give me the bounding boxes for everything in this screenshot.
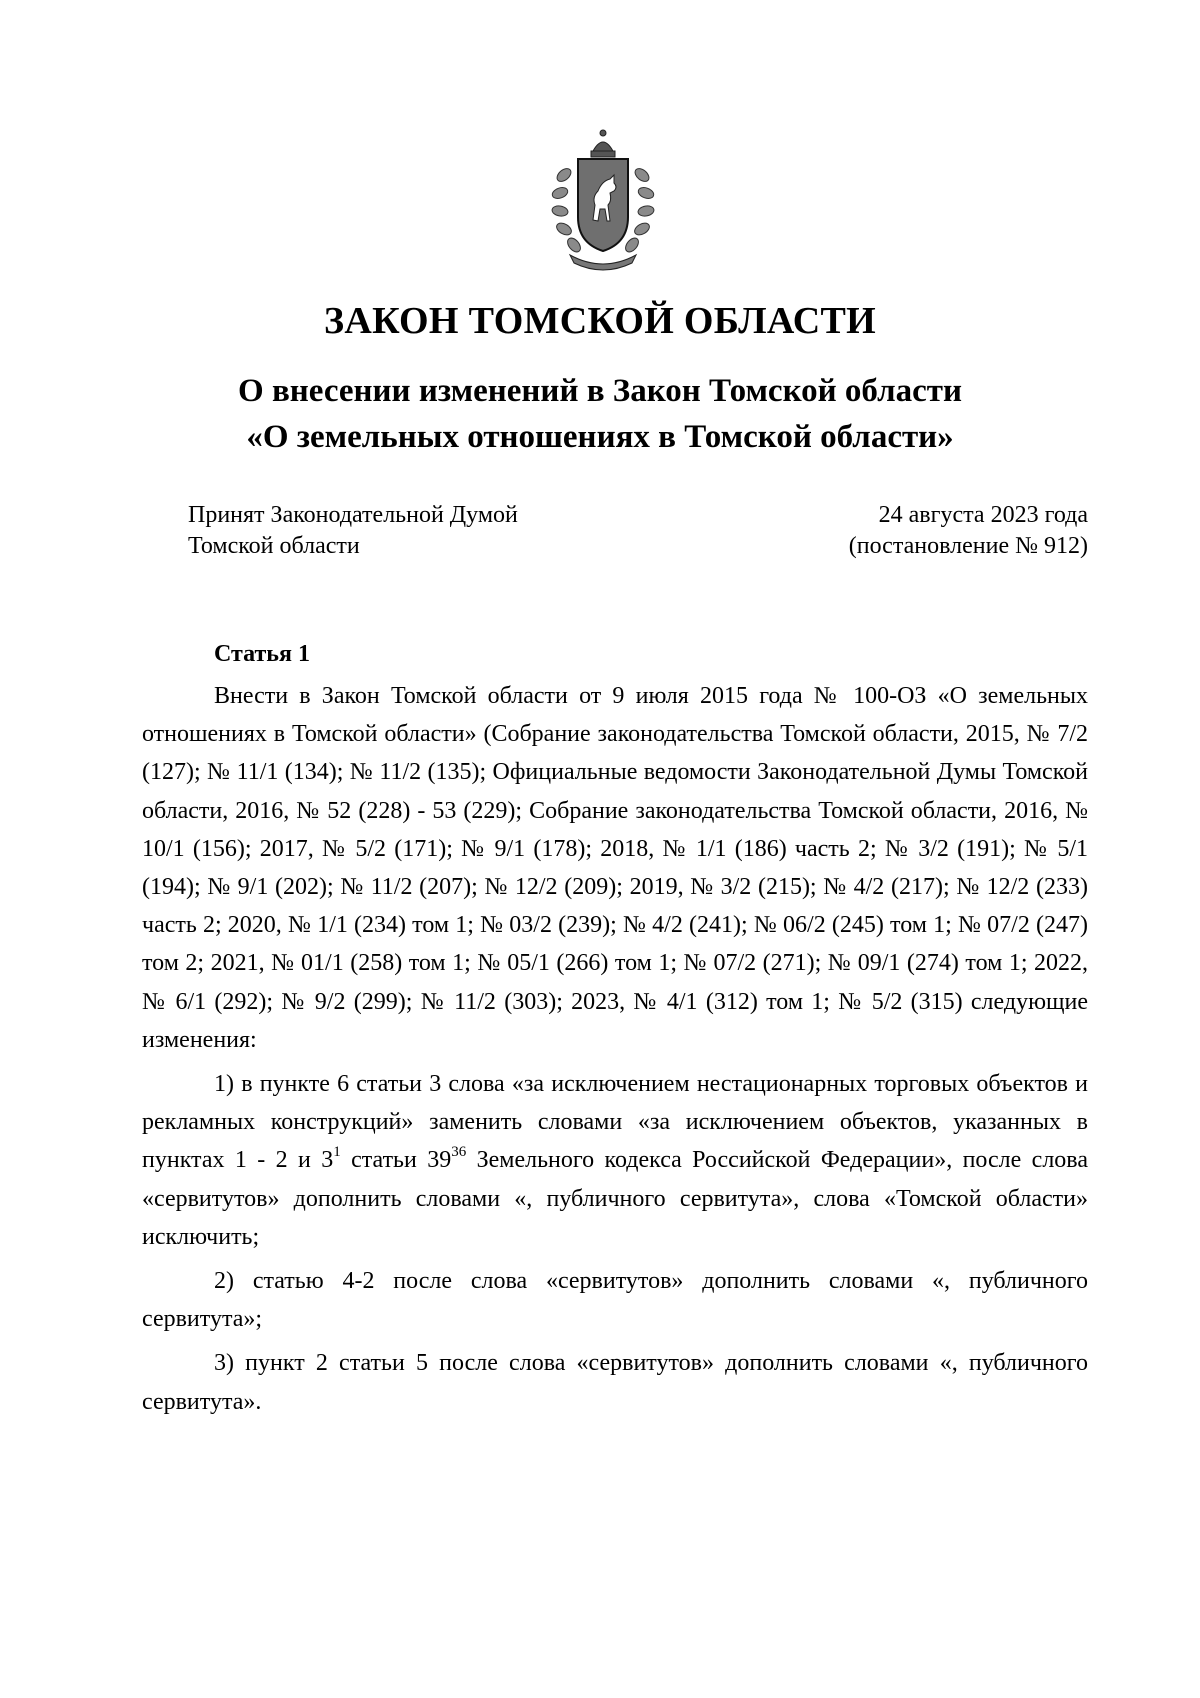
- amendment-item-1: [142, 1065, 1088, 1256]
- adopted-by-line-1: Принят Законодательной Думой: [188, 502, 518, 528]
- document-type-heading: ЗАКОН ТОМСКОЙ ОБЛАСТИ: [324, 300, 876, 342]
- amendment-item-1-text-c: Земельного кодекса Российской Федерации», после слова «сервитутов» дополнить словами «, публичного сервитута», слова «Томской области» исключить;: [142, 1147, 1088, 1250]
- amendment-item-1-text-b: статьи 39: [340, 1147, 452, 1174]
- amendment-item-3: 3) пункт 2 статьи 5 после слова «сервитутов» дополнить словами «, публичного сервитута».: [142, 1350, 1088, 1415]
- coat-of-arms-icon: [548, 125, 658, 275]
- adopted-by-block: [188, 500, 518, 562]
- amendment-item-2: 2) статью 4-2 после слова «сервитутов» дополнить словами «, публичного сервитута»;: [142, 1268, 1088, 1333]
- adopted-by-line-2: Томской области: [188, 533, 360, 559]
- document-title: [0, 368, 1200, 460]
- resolution-number: (постановление № 912): [848, 533, 1088, 559]
- article-heading: Статья 1: [214, 641, 310, 667]
- article-intro-paragraph: Внести в Закон Томской области от 9 июля 2015 года № 100-ОЗ «О земельных отношениях в Томской области» (Собрание законодательства Томской области, 2015, № 7/2 (127); № 11/1 (134); № 11/2 (135); Официальные ведомости Законодательной Думы Томской области, 2016, № 52 (228) - 53 (229); Собрание законодательства Томской области, 2016, № 10/1 (156); 2017, № 5/2 (171); № 9/1 (178); 2018, № 1/1 (186) часть 2; № 3/2 (191); № 5/1 (194); № 9/1 (202); № 11/2 (207); № 12/2 (209); 2019, № 3/2 (215); № 4/2 (217); № 12/2 (233) часть 2; 2020, № 1/1 (234) том 1; № 03/2 (239); № 4/2 (241); № 06/2 (245) том 1; № 07/2 (247) том 2; 2021, № 01/1 (258) том 1; № 05/1 (266) том 1; № 07/2 (271); № 09/1 (274) том 1; 2022, № 6/1 (292); № 9/2 (299); № 11/2 (303); 2023, № 4/1 (312) том 1; № 5/2 (315) следующие изменения:: [142, 683, 1088, 1053]
- document-title-line-1: О внесении изменений в Закон Томской области: [238, 373, 962, 409]
- superscript-1: 1: [333, 1144, 341, 1161]
- adoption-date-block: [849, 500, 1088, 562]
- article-body: [142, 637, 1088, 1427]
- superscript-36: 36: [451, 1144, 467, 1161]
- amendment-item-1-text-a: 1) в пункте 6 статьи 3 слова «за исключением нестационарных торговых объектов и рекламных конструкций» заменить словами «за исключением объектов, указанных в пунктах 1 - 2 и 3: [142, 1071, 1088, 1174]
- document-title-line-2: «О земельных отношениях в Томской области»: [246, 419, 954, 455]
- adoption-date: 24 августа 2023 года: [878, 502, 1088, 528]
